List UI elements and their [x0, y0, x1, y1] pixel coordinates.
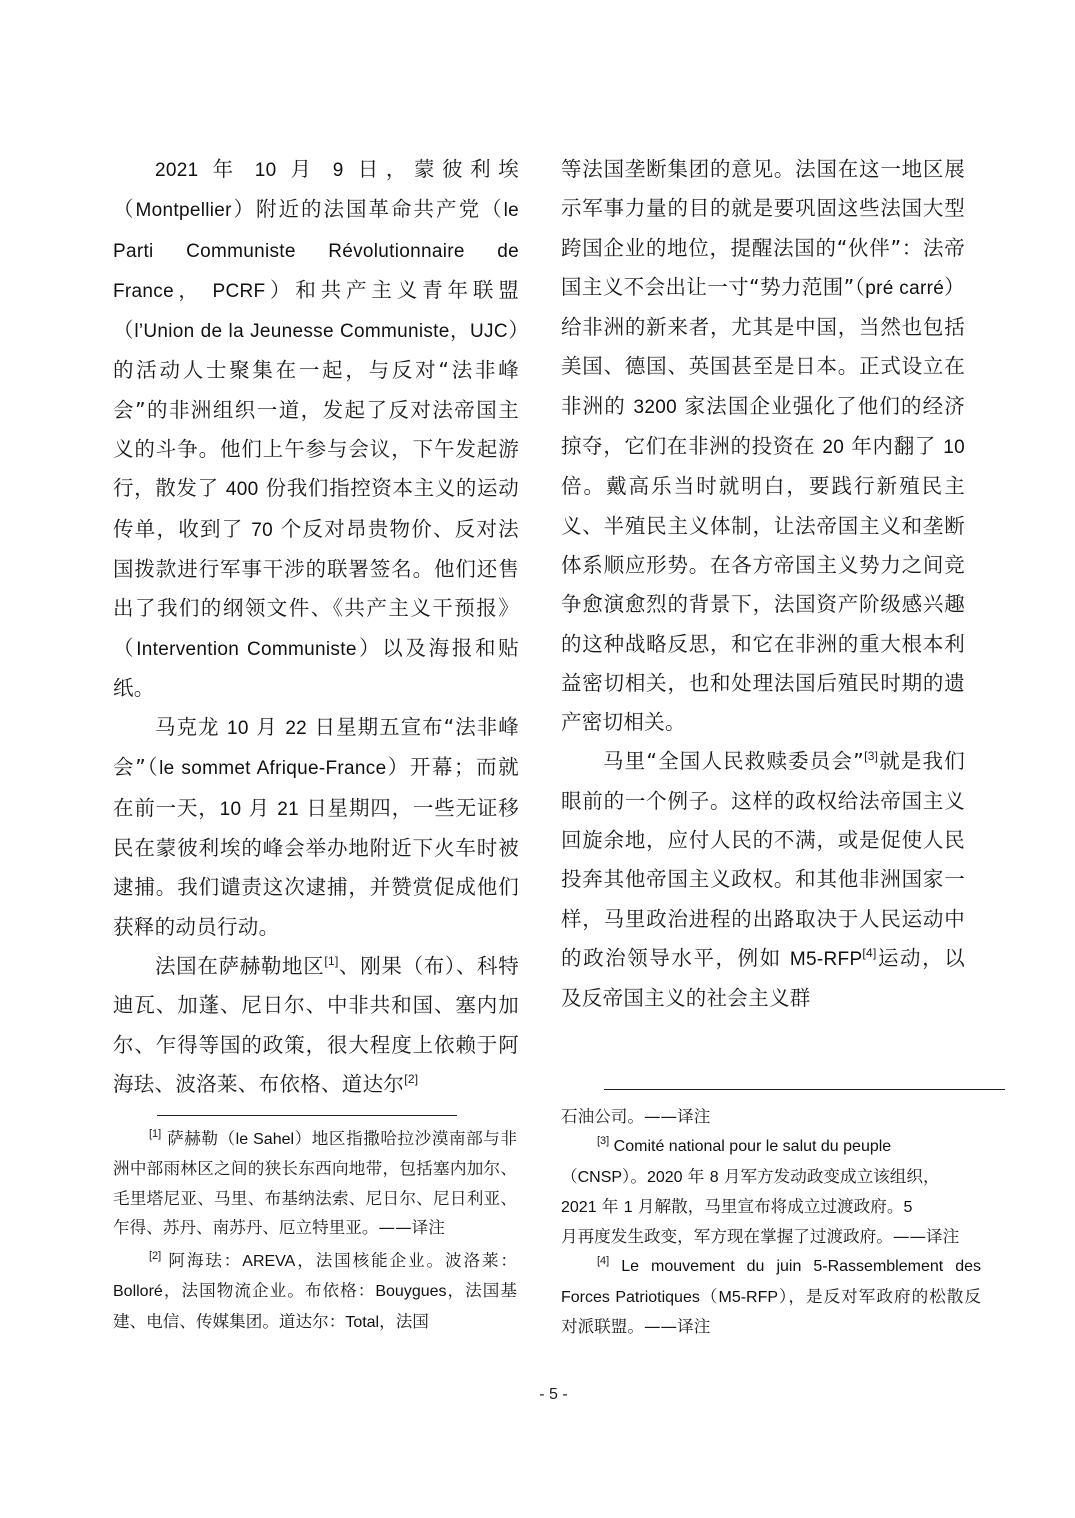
footnote-ref-3[interactable]: [3]	[864, 749, 879, 764]
text-run: 马里“全国人民救赎委员会”	[603, 749, 865, 774]
text-run: l’Union de la Jeunesse Communiste，UJC	[134, 321, 508, 343]
text-run: ）和共产主义青年联盟（	[113, 277, 520, 343]
text-run: le Sahel	[235, 1131, 295, 1148]
text-run: 日，蒙彼利埃（	[113, 157, 519, 222]
text-run: 月	[248, 715, 286, 740]
footnote-ref-2[interactable]: [2]	[404, 1071, 419, 1086]
text-run: 法国在萨赫勒地区	[155, 953, 325, 978]
text-run: 22	[285, 718, 308, 740]
text-run: 年	[596, 1196, 624, 1216]
text-run: 400	[225, 479, 259, 501]
text-run: le sommet Afrique-France	[159, 758, 387, 780]
footnote-4	[561, 1251, 981, 1341]
text-run: 月	[241, 795, 278, 820]
text-run: 份我们指控资本主义的运动传单，收到了	[113, 476, 519, 541]
footnote-3	[561, 1131, 981, 1251]
text-run: 3200	[633, 396, 678, 418]
paragraph-summit	[113, 708, 519, 947]
text-run: ）开幕；而就在前一天，	[113, 755, 519, 820]
text-run: 月再度发生政变，军方现在掌握了过渡政府。——译注	[561, 1227, 960, 1247]
footnote-marker-2: [2]	[149, 1250, 162, 1263]
text-run: 运动，以及反帝国主义的社会主义群	[561, 945, 965, 1011]
text-run: AREVA	[242, 1253, 296, 1271]
page-number: - 5 -	[539, 1386, 568, 1403]
text-run: 10	[227, 718, 249, 740]
text-run: 2020	[646, 1168, 683, 1186]
text-run: ）以及海报和贴纸。	[113, 635, 519, 700]
text-run: Montpellier	[135, 200, 232, 222]
text-run: ）地区指撒哈拉沙漠南部与非洲中部雨林区之间的狭长东西向地带，包括塞内加尔、毛里塔尼亚、马里、布基纳法索、尼日尔、尼日利亚、乍得、苏丹、南苏丹、厄立特里亚。——译注	[113, 1129, 518, 1237]
footnote-separator-right	[604, 1089, 1005, 1090]
left-column	[113, 150, 519, 1104]
text-run: 年	[682, 1166, 710, 1186]
text-run: 家法国企业强化了他们的经济掠夺，它们在非洲的投资在	[561, 393, 966, 459]
text-run: ），是反对军政府的松散反对派联盟。——译注	[561, 1286, 982, 1337]
text-run: 阿海珐：	[161, 1251, 243, 1271]
footnote-ref-4[interactable]: [4]	[862, 945, 877, 960]
text-run: ，法国基建、电信、传媒集团。道达尔：	[113, 1281, 518, 1331]
paragraph-mali	[561, 742, 965, 1018]
text-run: Intervention Communiste	[136, 638, 357, 660]
text-run: M5-RFP	[789, 948, 863, 970]
text-run: 、刚果（布）、科特迪瓦、加蓬、尼日尔、中非共和国、塞内加尔、乍得等国的政策，很大程度上依赖于阿海珐、波洛莱、布依格、道达尔	[113, 953, 520, 1096]
text-run: Total	[345, 1313, 380, 1331]
text-run: 萨赫勒（	[161, 1129, 236, 1148]
text-run: ）。	[622, 1166, 647, 1186]
text-run: M5-RFP	[718, 1288, 779, 1306]
text-run: le Parti Communiste Révolutionnaire de France， PCRF	[113, 200, 519, 302]
text-run: 5	[903, 1198, 913, 1216]
text-run: ，法国	[379, 1311, 429, 1331]
footnote-marker-1: [1]	[149, 1128, 162, 1140]
footnote-2	[113, 1246, 517, 1337]
footnote-ref-1[interactable]: [1]	[324, 953, 339, 968]
text-run: 2021	[155, 160, 199, 181]
text-run: （	[699, 1286, 719, 1306]
text-run: Bouygues	[375, 1283, 447, 1301]
text-run: 个反对昂贵物价、反对法国拨款进行军事干涉的联署签名。他们还售出了我们的纲领文件、《共产主义干预报》（	[113, 516, 519, 660]
text-run: 月军方发动政变成立该组织，	[718, 1166, 940, 1186]
text-run: 日星期四，一些无证移民在蒙彼利埃的峰会举办地附近下火车时被逮捕。我们谴责这次逮捕，并赞赏促成他们获释的动员行动。	[113, 795, 519, 939]
text-run: 日星期五宣布“法非峰会”（	[113, 715, 520, 780]
text-run: pré carré	[865, 277, 945, 299]
text-run: 马克龙	[155, 715, 228, 740]
text-run: ，法国物流企业。布依格：	[162, 1281, 376, 1301]
text-run: 10	[219, 798, 242, 820]
paragraph-montpellier	[113, 150, 519, 708]
text-run: ）给非洲的新来者，尤其是中国，当然也包括美国、德国、英国甚至是日本。正式设立在非洲的	[561, 274, 965, 418]
text-run: Le mouvement du juin 5-Rassemblement des Forces Patriotiques	[561, 1258, 981, 1306]
text-run: 2021	[561, 1198, 597, 1216]
footnotes-left	[113, 1124, 517, 1337]
text-run: 21	[277, 798, 300, 820]
text-run: CNSP	[577, 1168, 623, 1186]
text-run: 9	[332, 160, 344, 181]
text-run: 8	[709, 1168, 719, 1186]
text-run: 月解散，马里宣布将成立过渡政府。	[632, 1196, 904, 1216]
text-run: Bolloré	[113, 1283, 163, 1301]
text-run: 1	[623, 1198, 633, 1216]
footnote-1	[113, 1124, 517, 1242]
text-run: ）的活动人士聚集在一起，与反对“法非峰会”的非洲组织一道，发起了反对法帝国主义的斗争。他们上午参与会议，下午发起游行，散发了	[113, 318, 519, 501]
text-run: 20	[822, 437, 845, 459]
footnote-separator-left	[157, 1115, 457, 1116]
text-run: 10	[943, 437, 965, 459]
text-run: 70	[251, 519, 273, 541]
text-run: 月	[276, 157, 333, 181]
text-run: ）附近的法国革命共产党（	[231, 197, 504, 222]
text-run: Comité national pour le salut du peuple	[609, 1138, 892, 1156]
paragraph-monopolies	[561, 150, 965, 742]
text-run: 10	[254, 160, 277, 181]
text-run: ，法国核能企业。波洛莱：	[295, 1251, 518, 1271]
text-run: 年	[198, 157, 255, 181]
right-column	[561, 150, 965, 1019]
footnote-2-continued: 石油公司。——译注	[561, 1107, 711, 1126]
footnotes-right	[561, 1102, 981, 1341]
text-run: 倍。戴高乐当时就明白，要践行新殖民主义、半殖民主义体制，让法帝国主义和垄断体系顺应形势。在各方帝国主义势力之间竞争愈演愈烈的背景下，法国资产阶级感兴趣的这种战略反思，和它在非洲的重大根本利益密切相关，也和处理法国后殖民时期的遗产密切相关。	[561, 474, 965, 735]
text-run: 年内翻了	[844, 434, 944, 459]
paragraph-sahel-policy	[113, 947, 519, 1104]
footnote-marker-3: [3]	[597, 1135, 610, 1148]
footnote-marker-4: [4]	[597, 1255, 610, 1268]
text-run: 等法国垄断集团的意见。法国在这一地区展示军事力量的目的就是要巩固这些法国大型跨国企业的地位，提醒法国的“伙伴”：法帝国主义不会出让一寸“势力范围”（	[561, 157, 965, 299]
text-run: （	[561, 1166, 578, 1186]
text-run: 就是我们眼前的一个例子。这样的政权给法帝国主义回旋余地，应付人民的不满，或是促使人民投奔其他帝国主义政权。和其他非洲国家一样，马里政治进程的出路取决于人民运动中的政治领导水平，例如	[561, 749, 966, 970]
